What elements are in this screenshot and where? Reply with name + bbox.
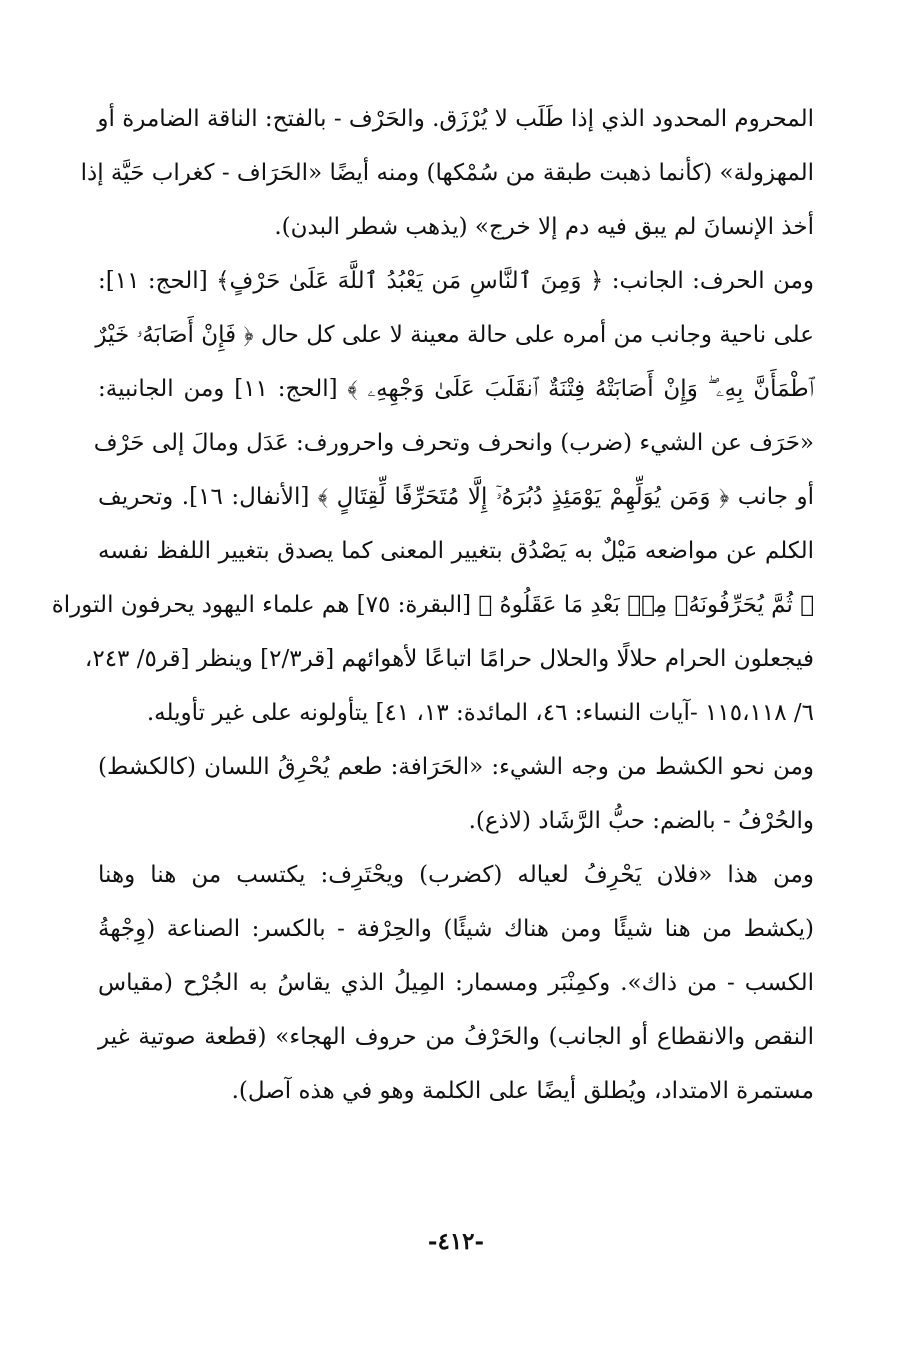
text-line: أو جانب ﴿ وَمَن يُوَلِّهِمْ يَوْمَئِذٍ دُبُرَهُۥٓ إِلَّا مُتَحَرِّفًا لِّقِتَالٍ ﴾ [الأنفال: ١٦]. وتحريف <box>98 484 814 510</box>
text-line: على ناحية وجانب من أمره على حالة معينة لا على كل حال ﴿ فَإِنْ أَصَابَهُۥ خَيْرٌ <box>95 322 814 348</box>
text-line: أخذ الإنسانَ لم يبق فيه دم إلا خرج» (يذهب شطر البدن). <box>274 214 814 240</box>
text-line: مستمرة الامتداد، ويُطلق أيضًا على الكلمة وهو في هذه آصل). <box>231 1078 814 1104</box>
text-line: فيجعلون الحرام حلالًا والحلال حرامًا اتباعًا لأهوائهم [قر٢/٣] وينظر [قر٥/ ٢٤٣، <box>84 646 814 672</box>
text-line: ومن نحو الكشط من وجه الشيء: «الحَرَافة: طعم يُحْرِقُ اللسان (كالكشط) <box>98 754 814 780</box>
text-line: النقص والانقطاع أو الجانب) والحَرْفُ من حروف الهجاء» (قطعة صوتية غير <box>98 1024 814 1050</box>
text-line: الكسب - من ذاك». وكمِنْبَر ومسمار: المِيلُ الذي يقاسُ به الجُرْح (مقياس <box>98 970 814 996</box>
body-text <box>51 92 814 1118</box>
text-line: والحُرْفُ - بالضم: حبُّ الرَّشَاد (لاذع). <box>468 808 814 834</box>
text-line: المحروم المحدود الذي إذا طَلَب لا يُرْزَق. والحَرْف - بالفتح: الناقة الضامرة أو <box>97 106 814 132</box>
page-number: -٤١٢- <box>427 1228 485 1255</box>
text-line: ٱطْمَأَنَّ بِهِۦ ۖ وَإِنْ أَصَابَتْهُ فِتْنَةٌ ٱنقَلَبَ عَلَىٰ وَجْهِهِۦ ﴾ [الحج: ١١] ومن الجانبية: <box>98 376 814 402</box>
text-line: ومن الحرف: الجانب: ﴿ وَمِنَ ٱلنَّاسِ مَن يَعْبُدُ ٱللَّهَ عَلَىٰ حَرْفٍ﴾ [الحج: ١١]: <box>98 268 814 294</box>
text-line: ﴿ ثُمَّ يُحَرِّفُونَهُۥ مِنۢ بَعْدِ مَا عَقَلُوهُ ﴾ [البقرة: ٧٥] هم علماء اليهود يحرفون التوراة <box>51 592 814 618</box>
text-line: ٦/ ١١٥،١١٨ -آيات النساء: ٤٦، المائدة: ١٣، ٤١] يتأولونه على غير تأويله. <box>146 700 814 726</box>
text-line: «حَرَف عن الشيء (ضرب) وانحرف وتحرف واحرورف: عَدَل ومالَ إلى حَرْف <box>93 430 814 456</box>
text-line: ومن هذا «فلان يَحْرِفُ لعياله (كضرب) ويحْتَرِف: يكتسب من هنا وهنا <box>98 862 814 888</box>
text-line: الكلم عن مواضعه مَيْلٌ به يَصْدُق بتغيير المعنى كما يصدق بتغيير اللفظ نفسه <box>98 538 814 564</box>
text-line: (يكشط من هنا شيئًا ومن هناك شيئًا) والحِرْفة - بالكسر: الصناعة (وِجْهةُ <box>98 916 814 942</box>
text-line: المهزولة» (كأنما ذهبت طبقة من سُمْكها) ومنه أيضًا «الحَرَاف - كغراب حَيَّة إذا <box>80 160 814 186</box>
